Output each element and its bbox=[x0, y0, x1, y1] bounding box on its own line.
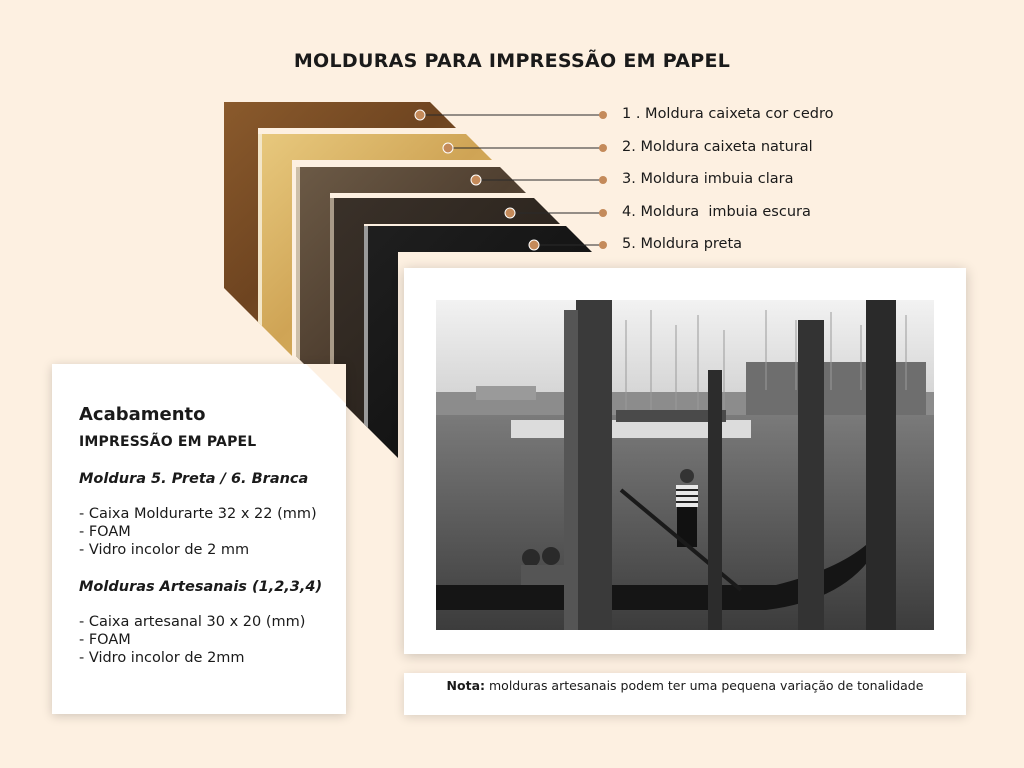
marker-2 bbox=[443, 143, 453, 153]
marker-3 bbox=[471, 175, 481, 185]
spec2-title: Molduras Artesanais (1,2,3,4) bbox=[79, 579, 323, 595]
spec2-item: - FOAM bbox=[79, 632, 131, 648]
finish-subheading: IMPRESSÃO EM PAPEL bbox=[79, 434, 257, 450]
spec2-item: - Vidro incolor de 2mm bbox=[79, 650, 245, 666]
spec2-list bbox=[79, 613, 339, 667]
marker-4 bbox=[505, 208, 515, 218]
note-box bbox=[404, 673, 966, 715]
legend-item-4: 4. Moldura imbuia escura bbox=[622, 204, 811, 220]
spec2-item: - Caixa artesanal 30 x 20 (mm) bbox=[79, 614, 306, 630]
spec1-list bbox=[79, 505, 339, 559]
spec1-item: - Caixa Moldurarte 32 x 22 (mm) bbox=[79, 506, 317, 522]
legend-item-1: 1 . Moldura caixeta cor cedro bbox=[622, 106, 834, 122]
white-frame-sample bbox=[404, 268, 966, 654]
legend-item-2: 2. Moldura caixeta natural bbox=[622, 139, 813, 155]
note-text: molduras artesanais podem ter uma pequena variação de tonalidade bbox=[485, 678, 924, 693]
finish-heading: Acabamento bbox=[79, 404, 206, 425]
spec1-item: - FOAM bbox=[79, 524, 131, 540]
legend-item-3: 3. Moldura imbuia clara bbox=[622, 171, 794, 187]
marker-5 bbox=[529, 240, 539, 250]
marker-1 bbox=[415, 110, 425, 120]
gondola-photo bbox=[436, 300, 934, 630]
spec1-title: Moldura 5. Preta / 6. Branca bbox=[79, 471, 309, 487]
spec1-item: - Vidro incolor de 2 mm bbox=[79, 542, 250, 558]
finish-info-card bbox=[52, 364, 346, 714]
note-label: Nota: bbox=[446, 678, 486, 693]
legend-item-5: 5. Moldura preta bbox=[622, 236, 743, 252]
page-title: MOLDURAS PARA IMPRESSÃO EM PAPEL bbox=[293, 50, 731, 72]
card-corner-fold bbox=[306, 364, 346, 404]
